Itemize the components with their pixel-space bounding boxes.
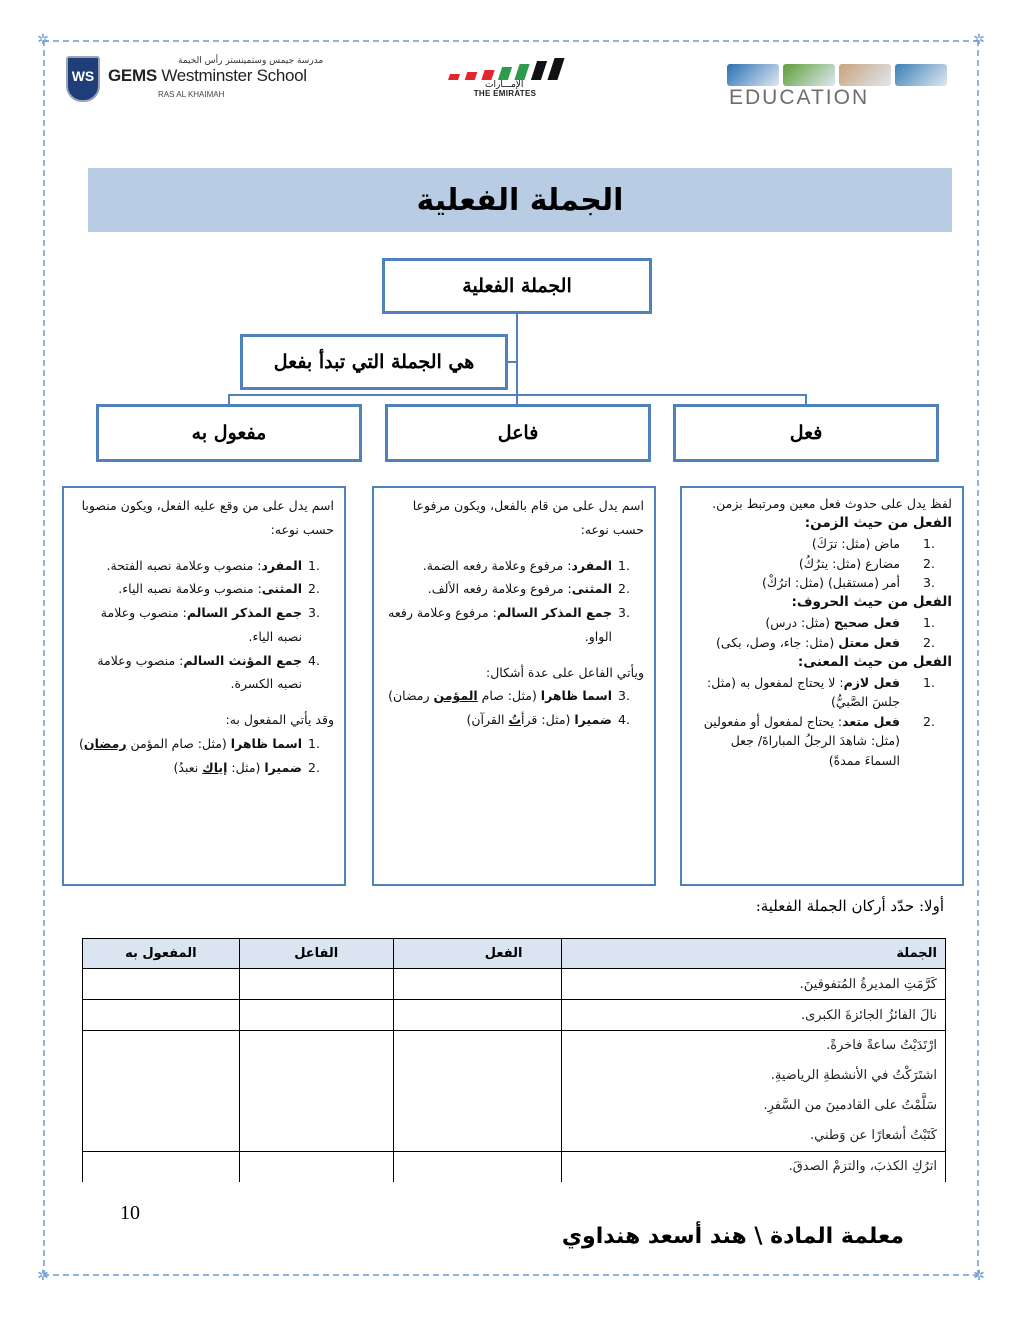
emirates-english-text: THE EMIRATES — [473, 89, 537, 98]
list-item: 1. فعل لازم: لا يحتاج لمفعول به (مثل: جلسَ الصَّبيُّ) — [707, 675, 935, 710]
gems-westminster-logo — [66, 56, 326, 106]
object-definition: اسم يدل على من وقع عليه الفعل، ويكون منصوبا حسب نوعه: — [81, 498, 334, 537]
emirates-bar — [547, 58, 564, 80]
emirates-bar — [531, 61, 547, 80]
verb-meaning-list — [692, 673, 952, 770]
subject-forms-list — [384, 684, 644, 732]
list-item: 2. المثنى: مرفوع وعلامة رفعه الألف. — [427, 581, 630, 597]
verb-meaning-heading: الفعل من حيث المعنى: — [797, 654, 952, 671]
the-emirates-logo — [445, 58, 575, 98]
emirates-bar — [465, 72, 478, 80]
column-header-subject: الفاعل — [239, 939, 393, 969]
subject-answer-cell[interactable] — [239, 1000, 393, 1031]
subject-detail-box — [372, 486, 656, 886]
list-item: 1. فعل صحيح (مثل: درس) — [765, 615, 935, 631]
table-row — [83, 1000, 946, 1031]
object-answer-cell[interactable] — [83, 1152, 240, 1182]
list-item: 1. المفرد: منصوب وعلامة نصبه الفتحة. — [106, 557, 320, 573]
table-row — [83, 1152, 946, 1182]
sentence-cell: كَرَّمَتِ المديرةُ المُتفوقينَ. — [562, 969, 946, 1000]
connector-line — [516, 314, 518, 396]
school-location: RAS AL KHAIMAH — [158, 90, 225, 99]
emirates-bar — [481, 70, 494, 80]
title-banner — [88, 168, 952, 232]
verb-answer-cell[interactable] — [393, 1000, 562, 1031]
list-item: 2. المثنى: منصوب وعلامة نصبه الياء. — [118, 581, 320, 597]
gems-letter-tile — [839, 64, 891, 86]
object-answer-cell[interactable] — [83, 969, 240, 1000]
list-item: 4. ضميرا (مثل: قرأتُ القرآن) — [466, 712, 630, 727]
chart-verb-box: فعل — [673, 404, 939, 462]
list-item: 1. ماض (مثل: ترَكَ) — [811, 536, 935, 552]
verb-letters-list — [692, 613, 952, 652]
list-item: 3. اسما ظاهرا (مثل: صام المؤمن رمضان) — [388, 688, 630, 704]
gems-education-text: EDUCATION — [729, 86, 870, 109]
emirates-bars-icon — [445, 58, 575, 80]
gems-letter-tile — [895, 64, 947, 86]
table-row — [83, 1031, 946, 1152]
chart-subject-box: فاعل — [385, 404, 651, 462]
verb-letters-heading: الفعل من حيث الحروف: — [791, 594, 952, 611]
verb-definition: لفظ يدل على حدوث فعل معين ومرتبط بزمن. — [712, 496, 952, 511]
gems-letter-tile — [783, 64, 835, 86]
page-title: الجملة الفعلية — [416, 182, 624, 218]
exercise-table — [82, 938, 946, 1182]
list-item: 3. جمع المذكر السالم: منصوب وعلامة نصبه الياء. — [100, 605, 320, 644]
exercise-title: أولا: حدّد أركان الجملة الفعلية: — [755, 897, 944, 915]
verb-time-list — [692, 534, 952, 592]
list-item: 2. ضميرا (مثل: إياك نعبدُ) — [173, 759, 320, 775]
chart-root-box: الجملة الفعلية — [382, 258, 652, 314]
list-item: 1. اسما ظاهرا (مثل: صام المؤمن رمضان) — [79, 735, 320, 751]
subject-answer-cell[interactable] — [239, 1152, 393, 1182]
list-item: 4. جمع المؤنث السالم: منصوب وعلامة نصبه الكسرة. — [97, 652, 320, 692]
emirates-bar — [514, 64, 529, 80]
verb-answer-cell[interactable] — [393, 1152, 562, 1182]
table-header-row — [83, 939, 946, 969]
border-ornament-icon: ✲ — [973, 32, 985, 48]
emirates-bar — [448, 74, 460, 80]
school-name: GEMS Westminster School — [108, 66, 307, 85]
gems-letter-tile — [727, 64, 779, 86]
page-number: 10 — [120, 1202, 140, 1224]
object-detail-box — [62, 486, 346, 886]
list-item: 3. جمع المذكر السالم: مرفوع وعلامة رفعه الواو. — [388, 605, 630, 644]
column-header-object: المفعول به — [83, 939, 240, 969]
list-item: 2. فعل معتل (مثل: جاء، وصل، بكى) — [715, 634, 935, 650]
chart-definition-box: هي الجملة التي تبدأ بفعل — [240, 334, 508, 390]
verb-answer-cell[interactable] — [393, 1031, 562, 1152]
sentence-cell: ارْتَدَيْتُ ساعةً فاخرةً. اشتَرَكْتُ في الأنشطةِ الرياضيةِ. سَلَّمْتُ على القادمينَ من السَّفرِ. كَتَبْتُ أشعارًا عن وَطني. — [562, 1031, 946, 1152]
school-arabic-name: مدرسة جيمس وستمينستر رأس الخيمة — [178, 56, 324, 66]
connector-line — [508, 361, 518, 363]
emirates-bar — [498, 67, 512, 80]
border-ornament-icon: ✲ — [973, 1268, 985, 1284]
subject-definition: اسم يدل على من قام بالفعل، ويكون مرفوعا حسب نوعه: — [412, 498, 644, 537]
subject-answer-cell[interactable] — [239, 1031, 393, 1152]
object-forms-intro: وقد يأتي المفعول به: — [225, 712, 334, 727]
verb-time-heading: الفعل من حيث الزمن: — [804, 515, 952, 532]
emirates-arabic-text: الإمـــارات — [485, 80, 524, 90]
list-item: 1. المفرد: مرفوع وعلامة رفعه الضمة. — [422, 557, 630, 573]
gems-education-logo — [727, 64, 957, 110]
column-header-sentence: الجملة — [562, 939, 946, 969]
subject-forms-intro: ويأتي الفاعل على عدة أشكال: — [486, 664, 644, 680]
list-item: 2. مضارع (مثل: يترُكُ) — [798, 555, 935, 571]
object-answer-cell[interactable] — [83, 1031, 240, 1152]
border-ornament-icon: ✲ — [37, 32, 49, 48]
object-forms-list — [74, 732, 334, 780]
gems-letters-icon — [727, 64, 947, 86]
verb-detail-box — [680, 486, 964, 886]
subject-types-list — [384, 554, 644, 649]
teacher-name: معلمة المادة \ هند أسعد هنداوي — [561, 1224, 904, 1249]
object-answer-cell[interactable] — [83, 1000, 240, 1031]
verb-answer-cell[interactable] — [393, 969, 562, 1000]
object-types-list — [74, 554, 334, 697]
subject-answer-cell[interactable] — [239, 969, 393, 1000]
chart-object-box: مفعول به — [96, 404, 362, 462]
sentence-cell: اترُكِ الكذبَ، والتزمْ الصدقَ. — [562, 1152, 946, 1182]
ws-shield-icon: WS — [66, 56, 100, 102]
table-row — [83, 969, 946, 1000]
list-item: 3. أمر (مستقبل) (مثل: اترُكْ) — [762, 575, 935, 591]
list-item: 2. فعل متعد: يحتاج لمفعول أو مفعولين (مثل: شاهدَ الرجلُ المباراةَ/ جعل السماءَ ممدةً) — [703, 713, 935, 768]
column-header-verb: الفعل — [393, 939, 562, 969]
border-ornament-icon: ✲ — [37, 1268, 49, 1284]
sentence-cell: نالَ الفائزُ الجائزةَ الكبرى. — [562, 1000, 946, 1031]
